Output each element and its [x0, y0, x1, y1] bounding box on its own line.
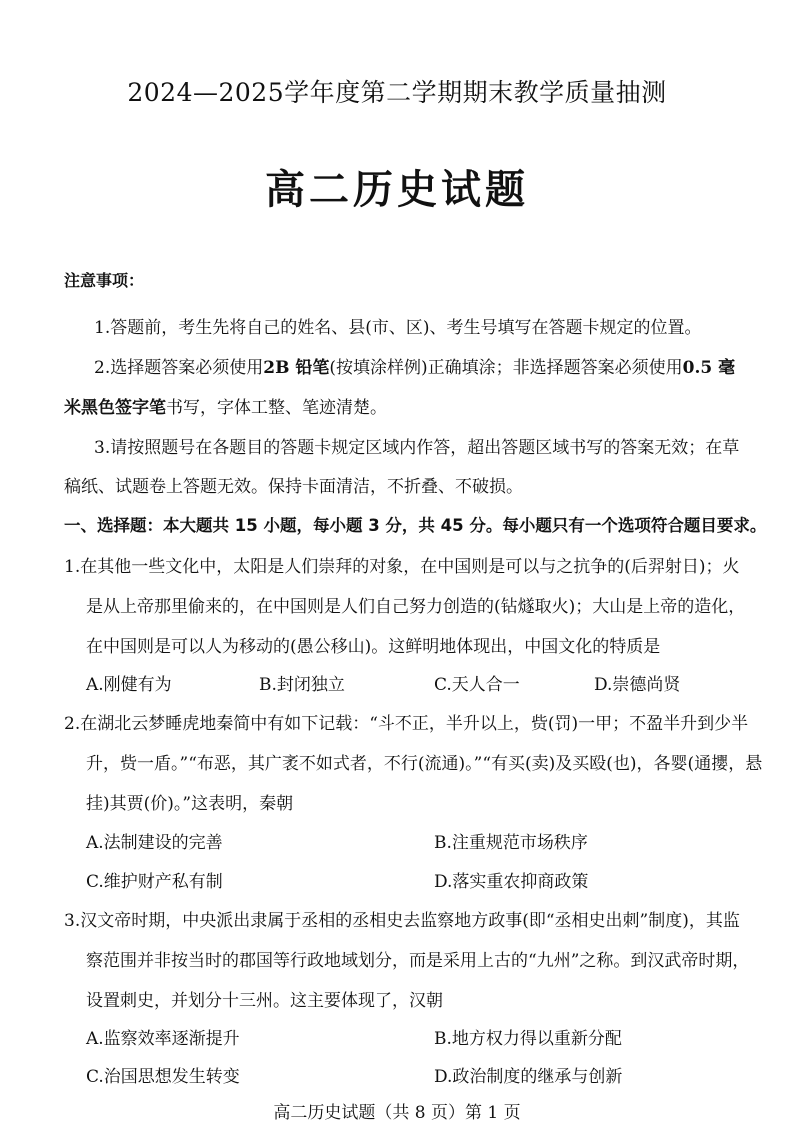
question-3-option-b: B.地方权力得以重新分配	[434, 1029, 622, 1049]
question-2-line-1: 2.在湖北云梦睡虎地秦简中有如下记载：“斗不正，半升以上，赀(罚)一甲；不盈半升到少半	[64, 714, 749, 734]
notes-heading: 注意事项：	[64, 271, 145, 290]
question-2-option-c: C.维护财产私有制	[86, 872, 223, 892]
note-item-3-line-2: 稿纸、试题卷上答题无效。保持卡面清洁，不折叠、不破损。	[64, 477, 523, 497]
note-2-text-e: 书写，字体工整、笔迹清楚。	[166, 398, 387, 418]
question-1-line-2: 是从上帝那里偷来的，在中国则是人们自己努力创造的(钻燧取火)；大山是上帝的造化，	[86, 597, 746, 617]
section-heading: 一、选择题：本大题共 15 小题，每小题 3 分，共 45 分。每小题只有一个选项符合题目要求。	[64, 516, 767, 535]
question-2-line-3: 挂)其贾(价)。”这表明，秦朝	[86, 794, 294, 814]
question-1-option-b: B.封闭独立	[259, 675, 345, 695]
question-2-line-2: 升，赀一盾。”“布恶，其广袤不如式者，不行(流通)。”“有买(卖)及买殴(也)，各婴(通攖，悬	[86, 754, 763, 774]
question-3-option-c: C.治国思想发生转变	[86, 1067, 240, 1087]
note-item-1: 1.答题前，考生先将自己的姓名、县(市、区)、考生号填写在答题卡规定的位置。	[94, 318, 702, 338]
question-3-line-2: 察范围并非按当时的郡国等行政地域划分，而是采用上古的“九州”之称。到汉武帝时期，	[86, 951, 750, 971]
question-2-option-b: B.注重规范市场秩序	[434, 833, 588, 853]
note-2-pen: 米黑色签字笔	[64, 398, 166, 418]
question-3-line-1: 3.汉文帝时期，中央派出隶属于丞相的丞相史去监察地方政事(即“丞相史出刺”制度)，其监	[64, 911, 740, 931]
question-3-option-d: D.政治制度的继承与创新	[434, 1067, 623, 1087]
note-2-text-a: 2.选择题答案必须使用	[94, 358, 264, 378]
exam-header: 2024—2025学年度第二学期期末教学质量抽测	[127, 78, 667, 107]
question-3-line-3: 设置刺史，并划分十三州。这主要体现了，汉朝	[86, 991, 443, 1011]
note-item-3-line-1: 3.请按照题号在各题目的答题卡规定区域内作答，超出答题区域书写的答案无效；在草	[94, 438, 740, 458]
question-2-option-a: A.法制建设的完善	[86, 833, 223, 853]
question-3-option-a: A.监察效率逐渐提升	[86, 1029, 240, 1049]
question-1-option-a: A.刚健有为	[86, 675, 172, 695]
note-2-pencil: 2B 铅笔	[263, 358, 330, 378]
note-2-pen-size: 0.5 毫	[682, 358, 736, 378]
question-1-line-3: 在中国则是可以人为移动的(愚公移山)。这鲜明地体现出，中国文化的特质是	[86, 637, 661, 657]
note-item-2-line-1	[94, 353, 735, 378]
page-title: 高二历史试题	[265, 167, 529, 213]
note-item-2-line-2	[64, 393, 387, 418]
question-1-option-d: D.崇德尚贤	[594, 675, 681, 695]
question-2-option-d: D.落实重农抑商政策	[434, 872, 589, 892]
note-2-text-c: (按填涂样例)正确填涂；非选择题答案必须使用	[329, 358, 683, 378]
page-footer: 高二历史试题（共 8 页）第 1 页	[273, 1103, 521, 1123]
question-1-line-1: 1.在其他一些文化中，太阳是人们崇拜的对象，在中国则是可以与之抗争的(后羿射日)；火	[64, 557, 740, 577]
question-1-option-c: C.天人合一	[434, 675, 520, 695]
